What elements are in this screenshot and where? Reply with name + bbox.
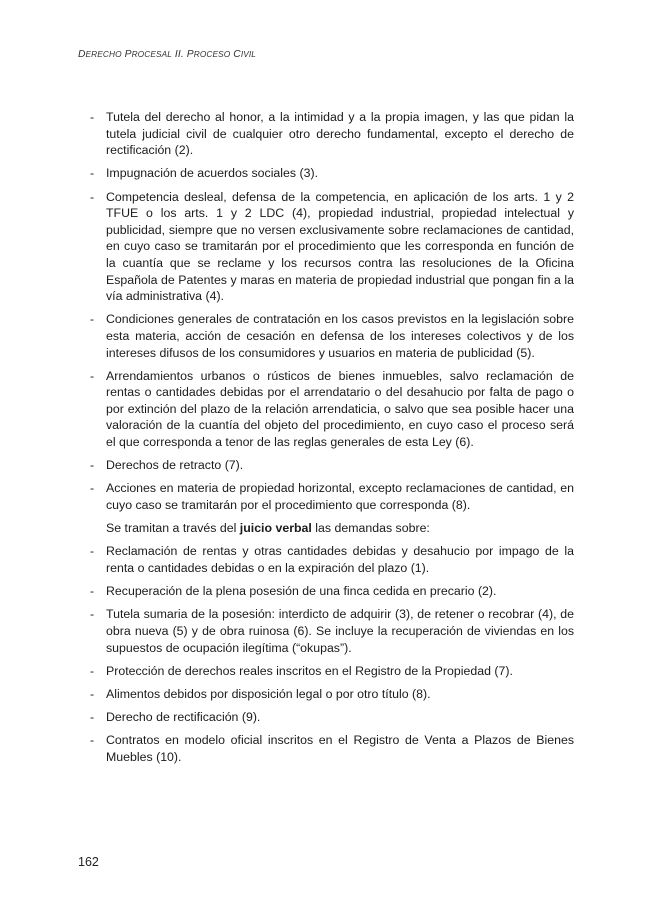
bullet-dash: -: [90, 481, 95, 496]
bullet-dash: -: [90, 368, 95, 383]
bullet-dash: -: [90, 110, 95, 124]
body-text: [90, 109, 574, 772]
bullet-dash: -: [90, 710, 95, 725]
list-item: - Tutela del derecho al honor, a la intimidad y a la propia imagen, y las que pidan la tutela judicial civil de cualquier otro derecho fundamental, excepto el derecho de rectificación (2).: [90, 110, 574, 158]
list-item: - Acciones en materia de propiedad horizontal, excepto reclamaciones de cantidad, en cuyo caso se tramitarán por el procedimiento que corresponda (8).: [90, 481, 574, 513]
list-item: - Impugnación de acuerdos sociales (3).: [90, 166, 319, 181]
running-header: DERECHO PROCESAL II. PROCESO CIVIL: [78, 49, 256, 60]
list-item: - Recuperación de la plena posesión de una finca cedida en precario (2).: [90, 584, 497, 599]
bullet-dash: -: [90, 189, 95, 204]
list-item: - Reclamación de rentas y otras cantidades debidas y desahucio por impago de la renta o cantidades debidas o en la expiración del plazo (1).: [90, 544, 574, 575]
list-item: - Derecho de rectificación (9).: [90, 710, 261, 725]
bullet-dash: -: [90, 663, 95, 678]
bold-term: juicio verbal: [239, 521, 312, 536]
list-item: - Condiciones generales de contratación en los casos previstos en la legislación sobre esta materia, acción de cesación en defensa de los intereses colectivos y de los intereses difusos de los consumidores y usuarios en materia de publicidad (5).: [90, 312, 574, 360]
bullet-dash: -: [90, 584, 95, 599]
bullet-dash: -: [90, 686, 95, 701]
bullet-dash: -: [90, 458, 95, 473]
list-item: - Tutela sumaria de la posesión: interdicto de adquirir (3), de retener o recobrar (4), de obra nueva (5) y de obra ruinosa (6). Se incluye la recuperación de viviendas en los supuestos de ocupación ilegítima (“okupas”).: [90, 607, 574, 655]
list-item: - Competencia desleal, defensa de la competencia, en aplicación de los arts. 1 y 2 TFUE o los arts. 1 y 2 LDC (4), propiedad industrial, propiedad intelectual y publicidad, siempre que no versen exclusivamente sobre reclamaciones de cantidad, en cuyo caso se tramitarán por el procedimiento que les corresponda en función de la cuantía que se reclame y los recursos contra las resoluciones de la Oficina Española de Patentes y maras en materia de propiedad industrial que pongan fin a la vía administrativa (4).: [90, 189, 574, 304]
bullet-dash: -: [90, 166, 95, 181]
list-item: - Derechos de retracto (7).: [90, 458, 244, 473]
bullet-dash: -: [90, 544, 95, 559]
page-number: 162: [78, 855, 99, 869]
bullet-dash: -: [90, 607, 95, 622]
section-intro: Se tramitan a través del juicio verbal las demandas sobre:: [106, 521, 430, 536]
list-item: - Alimentos debidos por disposición legal o por otro título (8).: [90, 686, 431, 701]
list-item: - Contratos en modelo oficial inscritos en el Registro de Venta a Plazos de Bienes Muebles (10).: [90, 733, 574, 764]
list-item: - Arrendamientos urbanos o rústicos de bienes inmuebles, salvo reclamación de rentas o cantidades debidas por el arrendatario o del desahucio por falta de pago o por extinción del plazo de la relación arrendaticia, o salvo que sea posible hacer una valoración de la cuantía del objeto del procedimiento, en cuyo caso el proceso será el que corresponda a tenor de las reglas generales de esta Ley (6).: [90, 368, 574, 450]
list-item: - Protección de derechos reales inscritos en el Registro de la Propiedad (7).: [90, 663, 513, 678]
bullet-dash: -: [90, 733, 95, 748]
bullet-dash: -: [90, 312, 95, 327]
